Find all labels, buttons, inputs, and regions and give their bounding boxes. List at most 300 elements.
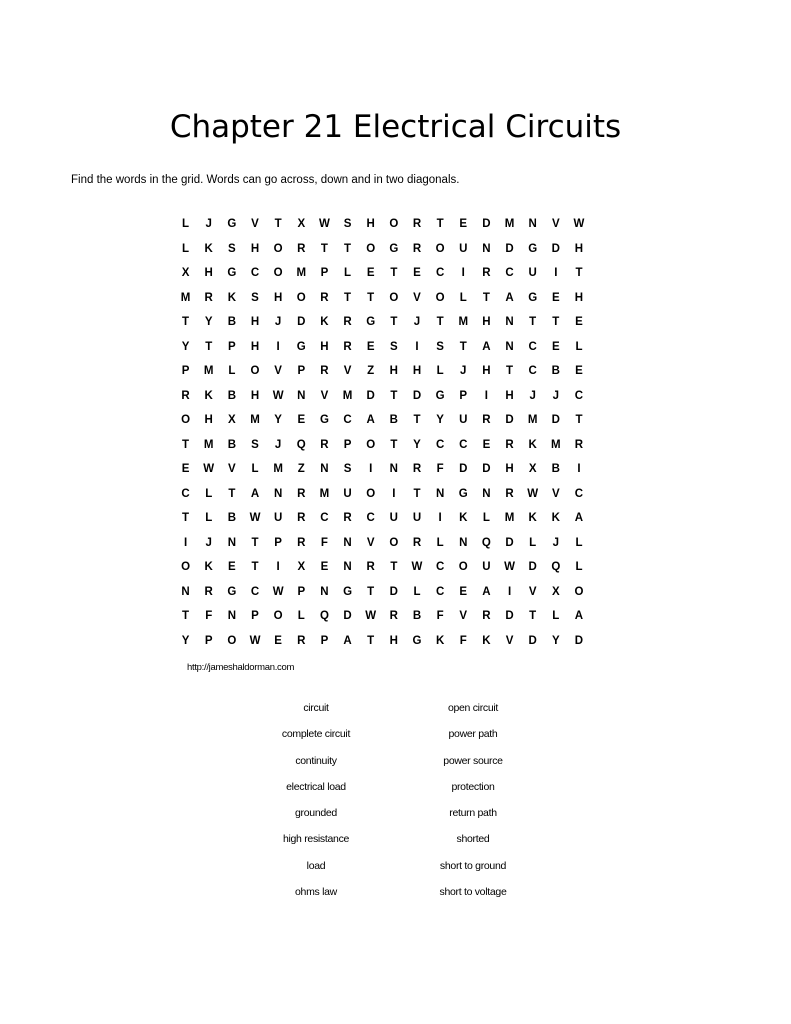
grid-letter: J xyxy=(460,365,467,377)
grid-letter: R xyxy=(505,438,514,451)
grid-letter: C xyxy=(250,267,260,279)
grid-letter: L xyxy=(205,487,213,500)
word-search-grid xyxy=(174,216,614,657)
grid-letter: O xyxy=(273,242,283,255)
grid-letter: N xyxy=(227,610,236,622)
grid-letter: X xyxy=(297,218,306,230)
grid-letter: T xyxy=(413,487,421,500)
grid-letter: C xyxy=(366,512,375,524)
grid-letter: T xyxy=(344,242,352,255)
word-list-item: shorted xyxy=(456,833,490,846)
grid-row xyxy=(174,437,614,462)
grid-letter: W xyxy=(272,585,284,598)
grid-letter: C xyxy=(574,389,584,402)
grid-letter: L xyxy=(413,585,421,598)
grid-letter: N xyxy=(482,487,491,500)
grid-letter: A xyxy=(505,291,514,304)
grid-letter: T xyxy=(251,536,259,549)
grid-letter: C xyxy=(343,414,352,426)
grid-letter: D xyxy=(482,463,491,475)
grid-row xyxy=(174,486,614,511)
grid-letter: T xyxy=(575,267,583,279)
grid-letter: Y xyxy=(551,634,560,647)
grid-row xyxy=(174,314,614,339)
grid-letter: R xyxy=(343,340,352,353)
grid-letter: O xyxy=(181,414,191,426)
grid-letter: R xyxy=(412,242,422,255)
page-title: Chapter 21 Electrical Circuits xyxy=(169,109,622,145)
grid-letter: Y xyxy=(436,414,444,426)
grid-letter: T xyxy=(367,585,375,598)
grid-letter: D xyxy=(528,561,537,573)
grid-letter: V xyxy=(459,610,468,622)
grid-letter: N xyxy=(227,536,236,549)
grid-letter: X xyxy=(297,561,306,573)
grid-letter: Y xyxy=(274,414,282,426)
grid-letter: T xyxy=(390,561,398,573)
grid-letter: I xyxy=(415,340,419,353)
grid-letter: L xyxy=(182,218,190,230)
word-list-item: open circuit xyxy=(447,702,499,714)
grid-letter: G xyxy=(528,291,538,304)
grid-letter: F xyxy=(459,634,467,647)
grid-row xyxy=(174,290,614,315)
grid-letter: T xyxy=(182,512,190,524)
grid-letter: R xyxy=(505,487,514,500)
grid-letter: G xyxy=(366,316,376,328)
grid-letter: H xyxy=(412,365,422,377)
grid-letter: H xyxy=(482,365,491,377)
grid-letter: O xyxy=(250,365,260,377)
grid-letter: J xyxy=(529,389,536,402)
grid-letter: N xyxy=(459,536,468,549)
grid-row xyxy=(174,339,614,364)
grid-letter: I xyxy=(438,512,442,524)
grid-letter: N xyxy=(528,218,537,230)
grid-letter: I xyxy=(392,487,396,500)
grid-letter: G xyxy=(528,242,538,255)
grid-letter: B xyxy=(227,512,236,524)
grid-letter: L xyxy=(344,267,352,279)
grid-letter: W xyxy=(249,512,261,524)
grid-letter: M xyxy=(180,291,191,304)
grid-letter: E xyxy=(551,340,560,353)
grid-letter: Y xyxy=(413,438,421,451)
grid-row xyxy=(174,510,614,535)
grid-letter: I xyxy=(577,463,581,475)
word-list-item: protection xyxy=(451,780,495,793)
grid-letter: A xyxy=(574,512,584,524)
grid-letter: N xyxy=(343,561,352,573)
grid-letter: L xyxy=(182,242,190,255)
grid-letter: C xyxy=(574,487,584,500)
grid-letter: H xyxy=(320,340,329,353)
grid-letter: Y xyxy=(181,634,190,647)
grid-letter: Q xyxy=(296,438,306,451)
grid-letter: K xyxy=(551,512,560,524)
grid-letter: J xyxy=(413,316,421,328)
grid-letter: V xyxy=(528,585,537,598)
grid-letter: P xyxy=(343,438,352,451)
grid-letter: I xyxy=(554,267,558,279)
grid-letter: G xyxy=(343,585,353,598)
grid-letter: R xyxy=(204,291,213,304)
grid-letter: B xyxy=(227,316,236,328)
grid-letter: J xyxy=(205,536,212,549)
word-list-item: power source xyxy=(443,754,503,767)
grid-letter: V xyxy=(366,536,375,549)
grid-letter: B xyxy=(551,365,560,377)
grid-letter: T xyxy=(182,316,190,328)
grid-letter: M xyxy=(319,487,330,500)
grid-letter: O xyxy=(574,585,584,598)
grid-letter: V xyxy=(320,389,329,402)
grid-letter: K xyxy=(204,389,213,402)
grid-letter: N xyxy=(297,389,306,402)
grid-letter: R xyxy=(343,512,352,524)
grid-letter: H xyxy=(505,389,514,402)
grid-letter: T xyxy=(228,487,236,500)
grid-letter: T xyxy=(274,218,282,230)
grid-letter: U xyxy=(482,561,491,573)
grid-letter: H xyxy=(250,389,260,402)
grid-letter: D xyxy=(482,218,491,230)
grid-letter: B xyxy=(412,610,422,622)
grid-letter: C xyxy=(528,340,537,353)
grid-letter: W xyxy=(203,463,215,475)
grid-letter: F xyxy=(436,463,444,475)
grid-letter: L xyxy=(482,512,490,524)
grid-row xyxy=(174,265,614,290)
grid-letter: X xyxy=(551,585,560,598)
grid-letter: Q xyxy=(319,610,329,622)
grid-letter: I xyxy=(276,340,280,353)
grid-letter: V xyxy=(551,218,560,230)
grid-letter: T xyxy=(367,634,375,647)
grid-letter: E xyxy=(575,316,583,328)
grid-letter: Z xyxy=(367,365,375,377)
grid-letter: R xyxy=(482,267,491,279)
grid-letter: G xyxy=(412,634,422,647)
word-list-item: return path xyxy=(449,807,497,820)
grid-letter: V xyxy=(551,487,560,500)
grid-letter: D xyxy=(389,585,398,598)
grid-letter: P xyxy=(297,365,306,377)
grid-letter: P xyxy=(181,365,190,377)
grid-letter: D xyxy=(551,414,560,426)
grid-letter: I xyxy=(461,267,465,279)
grid-letter: W xyxy=(365,610,377,622)
grid-letter: R xyxy=(297,242,306,255)
grid-letter: W xyxy=(318,218,330,230)
grid-letter: T xyxy=(436,316,444,328)
grid-letter: V xyxy=(505,634,514,647)
grid-letter: R xyxy=(297,512,306,524)
grid-letter: T xyxy=(205,340,213,353)
grid-letter: H xyxy=(250,340,260,353)
grid-letter: U xyxy=(528,267,537,279)
grid-letter: T xyxy=(575,414,583,426)
grid-letter: M xyxy=(527,414,538,426)
grid-letter: E xyxy=(459,218,468,230)
grid-letter: S xyxy=(251,291,259,304)
grid-letter: R xyxy=(343,316,352,328)
grid-letter: X xyxy=(181,267,190,279)
grid-row xyxy=(174,363,614,388)
grid-letter: D xyxy=(505,536,514,549)
grid-letter: G xyxy=(296,340,306,353)
grid-letter: C xyxy=(505,267,514,279)
grid-letter: O xyxy=(273,610,283,622)
grid-letter: M xyxy=(504,218,515,230)
grid-letter: S xyxy=(436,340,444,353)
grid-letter: R xyxy=(297,536,306,549)
grid-letter: J xyxy=(552,536,560,549)
grid-letter: E xyxy=(459,585,468,598)
grid-letter: U xyxy=(459,242,468,255)
grid-letter: J xyxy=(274,316,282,328)
grid-letter: K xyxy=(227,291,236,304)
grid-letter: L xyxy=(529,536,537,549)
grid-letter: G xyxy=(458,487,468,500)
grid-letter: E xyxy=(413,267,421,279)
grid-letter: F xyxy=(320,536,328,549)
grid-letter: P xyxy=(459,389,468,402)
grid-letter: E xyxy=(575,365,583,377)
grid-letter: L xyxy=(251,463,259,475)
grid-letter: F xyxy=(205,610,213,622)
grid-letter: T xyxy=(390,389,398,402)
grid-letter: O xyxy=(366,438,376,451)
grid-letter: R xyxy=(320,291,329,304)
grid-letter: C xyxy=(435,585,445,598)
grid-letter: W xyxy=(249,634,261,647)
grid-letter: X xyxy=(528,463,537,475)
grid-letter: T xyxy=(182,438,190,451)
grid-letter: V xyxy=(251,218,259,230)
grid-letter: S xyxy=(343,463,352,475)
grid-letter: O xyxy=(435,242,445,255)
grid-letter: L xyxy=(228,365,236,377)
grid-letter: F xyxy=(436,610,444,622)
grid-row xyxy=(174,216,614,241)
grid-letter: A xyxy=(343,634,352,647)
grid-letter: O xyxy=(366,242,376,255)
grid-letter: P xyxy=(320,634,329,647)
grid-letter: T xyxy=(390,438,398,451)
word-list-item: short to voltage xyxy=(439,886,507,899)
grid-letter: E xyxy=(320,561,329,573)
instructions: Find the words in the grid. Words can go across, down and in two diagonals. xyxy=(71,174,460,186)
grid-letter: C xyxy=(435,267,445,279)
grid-letter: L xyxy=(436,365,444,377)
grid-letter: N xyxy=(181,585,190,598)
grid-letter: U xyxy=(459,414,468,426)
grid-letter: L xyxy=(575,561,583,573)
grid-letter: D xyxy=(297,316,306,328)
grid-letter: G xyxy=(319,414,329,426)
grid-letter: T xyxy=(344,291,352,304)
grid-letter: R xyxy=(181,389,190,402)
grid-letter: M xyxy=(273,463,283,475)
grid-letter: C xyxy=(181,487,190,500)
grid-letter: R xyxy=(320,438,329,451)
grid-letter: T xyxy=(436,218,444,230)
grid-letter: P xyxy=(274,536,282,549)
word-list-left xyxy=(231,701,401,911)
grid-letter: L xyxy=(297,610,305,622)
grid-letter: E xyxy=(181,463,190,475)
grid-letter: H xyxy=(250,316,260,328)
grid-letter: C xyxy=(459,438,468,451)
grid-letter: A xyxy=(250,487,260,500)
grid-letter: H xyxy=(250,242,260,255)
grid-letter: E xyxy=(366,267,375,279)
grid-letter: C xyxy=(528,365,537,377)
grid-letter: T xyxy=(529,610,537,622)
grid-letter: R xyxy=(574,438,584,451)
grid-letter: M xyxy=(203,365,214,377)
grid-letter: J xyxy=(552,389,560,402)
grid-letter: W xyxy=(527,487,539,500)
grid-letter: L xyxy=(205,512,213,524)
grid-letter: K xyxy=(204,242,213,255)
grid-letter: N xyxy=(505,316,514,328)
grid-letter: T xyxy=(251,561,259,573)
grid-letter: U xyxy=(273,512,283,524)
grid-letter: A xyxy=(574,610,584,622)
grid-letter: E xyxy=(482,438,491,451)
grid-letter: K xyxy=(459,512,468,524)
grid-letter: O xyxy=(389,291,399,304)
grid-letter: O xyxy=(227,634,237,647)
grid-letter: M xyxy=(504,512,515,524)
grid-letter: G xyxy=(435,389,445,402)
grid-letter: K xyxy=(528,438,537,451)
grid-letter: S xyxy=(228,242,236,255)
grid-letter: D xyxy=(343,610,352,622)
grid-letter: N xyxy=(320,463,329,475)
source-url: http://jameshaldorman.com xyxy=(187,662,295,673)
grid-letter: L xyxy=(459,291,467,304)
grid-letter: N xyxy=(505,340,514,353)
grid-letter: P xyxy=(251,610,259,622)
grid-letter: O xyxy=(296,291,306,304)
grid-letter: O xyxy=(435,291,445,304)
grid-letter: E xyxy=(228,561,236,573)
grid-letter: I xyxy=(276,561,280,573)
word-list-item: complete circuit xyxy=(281,728,351,741)
grid-letter: H xyxy=(366,218,375,230)
grid-letter: I xyxy=(484,389,488,402)
grid-letter: U xyxy=(343,487,352,500)
grid-letter: D xyxy=(505,414,514,426)
grid-letter: C xyxy=(435,438,445,451)
word-list-item: ohms law xyxy=(295,886,337,899)
grid-row xyxy=(174,608,614,633)
grid-letter: W xyxy=(411,561,423,573)
grid-row xyxy=(174,461,614,486)
grid-letter: O xyxy=(389,536,399,549)
grid-letter: K xyxy=(528,512,537,524)
grid-letter: T xyxy=(182,610,190,622)
grid-letter: G xyxy=(227,218,237,230)
grid-letter: T xyxy=(367,291,375,304)
grid-letter: H xyxy=(574,242,584,255)
word-list-item: high resistance xyxy=(282,833,350,846)
grid-letter: E xyxy=(551,291,560,304)
grid-letter: Z xyxy=(297,463,305,475)
grid-letter: N xyxy=(389,463,398,475)
grid-letter: K xyxy=(320,316,329,328)
grid-letter: T xyxy=(482,291,490,304)
grid-letter: R xyxy=(389,610,398,622)
grid-letter: L xyxy=(436,536,444,549)
grid-letter: T xyxy=(459,340,467,353)
word-list-item: short to ground xyxy=(439,859,507,872)
grid-letter: J xyxy=(274,438,282,451)
grid-letter: T xyxy=(320,242,328,255)
grid-letter: C xyxy=(250,585,260,598)
grid-letter: M xyxy=(458,316,469,328)
grid-letter: E xyxy=(274,634,282,647)
grid-letter: A xyxy=(482,340,491,353)
grid-letter: Q xyxy=(481,536,491,549)
grid-letter: T xyxy=(390,316,398,328)
grid-letter: R xyxy=(297,487,306,500)
grid-row xyxy=(174,559,614,584)
grid-letter: I xyxy=(507,585,512,598)
grid-letter: B xyxy=(389,414,398,426)
grid-letter: O xyxy=(181,561,191,573)
grid-letter: W xyxy=(573,218,585,230)
grid-letter: H xyxy=(482,316,491,328)
grid-letter: H xyxy=(204,267,213,279)
grid-letter: V xyxy=(343,365,352,377)
grid-letter: H xyxy=(273,291,283,304)
grid-letter: Q xyxy=(551,561,561,573)
grid-letter: J xyxy=(205,218,212,230)
grid-letter: K xyxy=(435,634,445,647)
word-list-item: continuity xyxy=(295,754,337,767)
grid-letter: V xyxy=(413,291,421,304)
grid-letter: D xyxy=(574,634,584,647)
grid-letter: D xyxy=(412,389,422,402)
grid-letter: R xyxy=(482,414,491,426)
grid-letter: P xyxy=(204,634,213,647)
grid-letter: R xyxy=(320,365,329,377)
grid-letter: L xyxy=(552,610,560,622)
grid-letter: S xyxy=(251,438,259,451)
grid-letter: M xyxy=(551,438,561,451)
grid-letter: S xyxy=(343,218,352,230)
grid-letter: D xyxy=(459,463,468,475)
grid-letter: D xyxy=(505,242,514,255)
grid-letter: D xyxy=(528,634,537,647)
grid-letter: A xyxy=(366,414,375,426)
grid-row xyxy=(174,412,614,437)
grid-letter: H xyxy=(389,634,398,647)
grid-letter: B xyxy=(227,438,236,451)
grid-letter: S xyxy=(390,340,398,353)
grid-letter: O xyxy=(458,561,468,573)
grid-letter: G xyxy=(227,585,237,598)
grid-letter: T xyxy=(413,414,421,426)
grid-letter: T xyxy=(506,365,514,377)
grid-letter: D xyxy=(551,242,560,255)
grid-letter: I xyxy=(369,463,373,475)
word-list-item: load xyxy=(306,859,326,872)
